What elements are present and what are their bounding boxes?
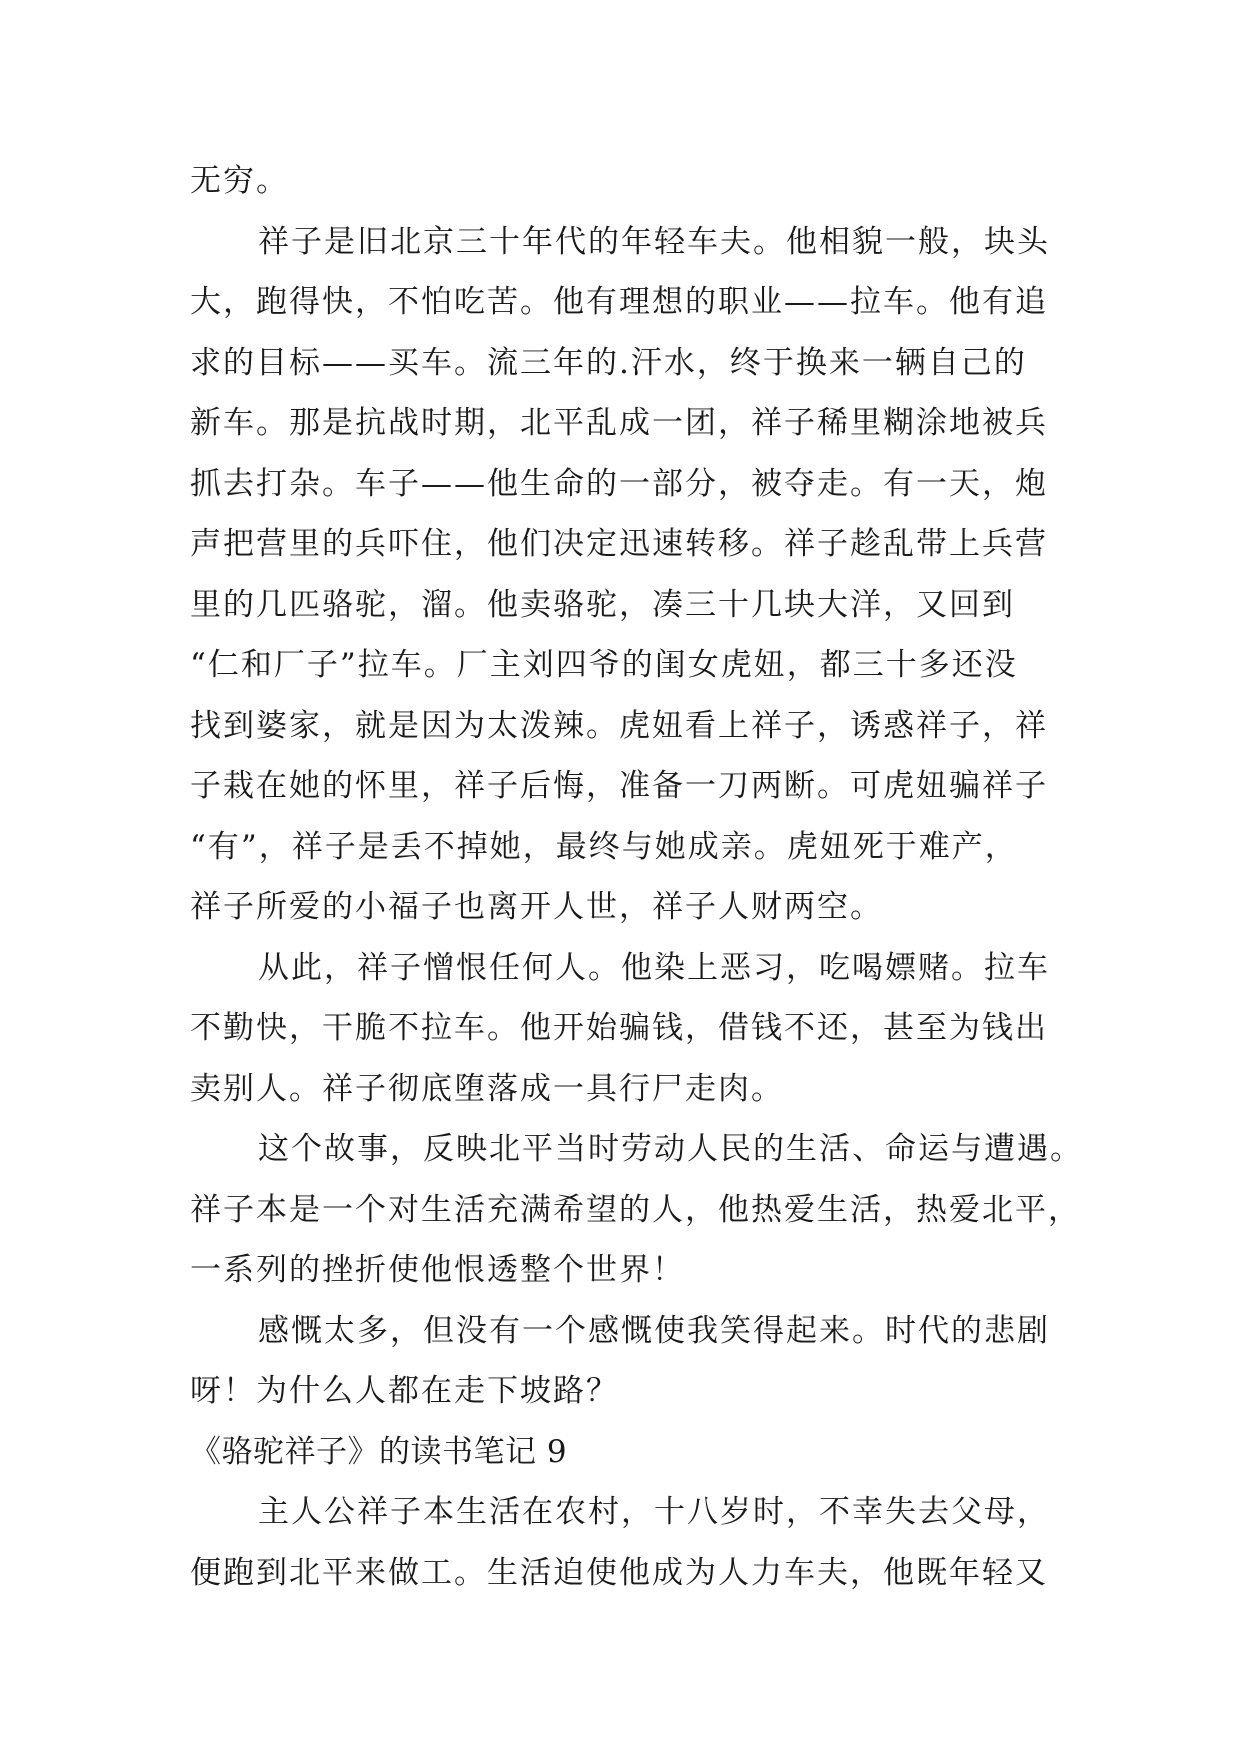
body-text [190,151,1083,1603]
paragraph-start-line: 这个故事，反映北平当时劳动人民的生活、命运与遭遇。 [258,1131,1083,1167]
text-line: 找到婆家，就是因为太泼辣。虎妞看上祥子，诱惑祥子，祥 [190,707,1048,744]
text-line: 新车。那是抗战时期，北平乱成一团，祥子稀里糊涂地被兵 [190,405,1048,441]
text-line: 里的几匹骆驼，溜。他卖骆驼，凑三十几块大洋，又回到 [190,586,1015,623]
text-line: 祥子本是一个对生活充满希望的人，他热爱生活，热爱北平， [190,1191,1081,1228]
text-line: “仁和厂子”拉车。厂主刘四爷的闺女虎妞，都三十多还没 [190,647,1018,683]
text-line: 子栽在她的怀里，祥子后悔，准备一刀两断。可虎妞骗祥子 [190,768,1048,804]
text-line: 求的目标——买车。流三年的.汗水，终于换来一辆自己的 [190,344,1027,381]
text-line: 大，跑得快，不怕吃苦。他有理想的职业——拉车。他有追 [190,284,1048,320]
text-line: 无穷。 [190,163,289,199]
text-line: “有”，祥子是丢不掉她，最终与她成亲。虎妞死于难产， [190,828,1018,865]
text-line: 一系列的挫折使他恨透整个世界！ [190,1252,685,1288]
section-title: 《骆驼祥子》的读书笔记 9 [190,1433,568,1470]
text-line: 卖别人。祥子彻底堕落成一具行尸走肉。 [190,1070,784,1107]
text-line: 不勤快，干脆不拉车。他开始骗钱，借钱不还，甚至为钱出 [190,1010,1048,1046]
paragraph-start-line: 主人公祥子本生活在农村，十八岁时，不幸失去父母， [258,1494,1050,1530]
text-line: 声把营里的兵吓住，他们决定迅速转移。祥子趁乱带上兵营 [190,526,1048,562]
text-line: 呀！为什么人都在走下坡路？ [190,1373,619,1409]
text-line: 抓去打杂。车子——他生命的一部分，被夺走。有一天，炮 [190,465,1048,502]
paragraph-start-line: 从此，祥子憎恨任何人。他染上恶习，吃喝嫖赌。拉车 [258,949,1050,986]
paragraph-start-line: 祥子是旧北京三十年代的年轻车夫。他相貌一般，块头 [258,223,1050,260]
text-line: 便跑到北平来做工。生活迫使他成为人力车夫，他既年轻又 [190,1554,1048,1591]
paragraph-start-line: 感慨太多，但没有一个感慨使我笑得起来。时代的悲剧 [258,1312,1050,1349]
text-line: 祥子所爱的小福子也离开人世，祥子人财两空。 [190,889,883,925]
